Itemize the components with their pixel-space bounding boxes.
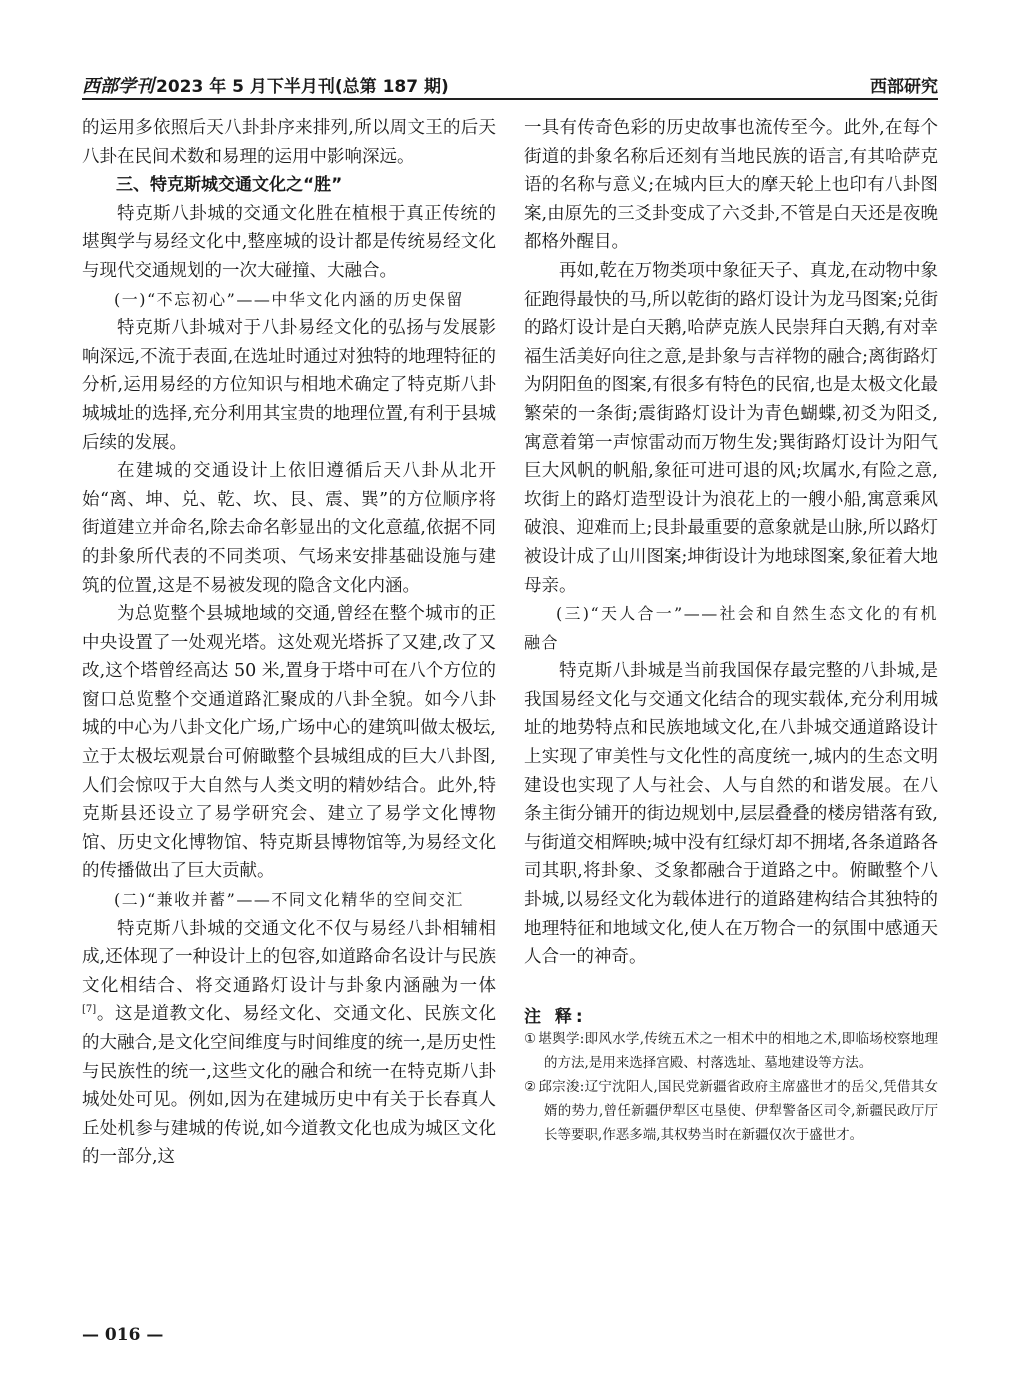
journal-logo: 西部学刊 (82, 76, 154, 97)
right-column (524, 114, 938, 1147)
issue-label: 2023 年 5 月下半月刊(总第 187 期) (156, 77, 449, 97)
paragraph: 在建城的交通设计上依旧遵循后天八卦从北开始“离、坤、兑、乾、坎、艮、震、巽”的方位顺序将街道建立并命名,除去命名彰显出的文化意蕴,依据不同的卦象所代表的不同类项、气场来安排基础设施与建筑的位置,这是不易被发现的隐含文化内涵。 (82, 461, 496, 596)
paragraph: 一具有传奇色彩的历史故事也流传至今。此外,在每个街道的卦象名称后还刻有当地民族的语言,有其哈萨克语的名称与意义;在城内巨大的摩天轮上也印有八卦图案,由原先的三爻卦变成了六爻卦,不管是白天还是夜晚都格外醒目。 (524, 118, 938, 253)
paragraph: 的运用多依照后天八卦卦序来排列,所以周文王的后天八卦在民间术数和易理的运用中影响深远。 (82, 118, 496, 167)
subsection-heading: (三)“天人合一”——社会和自然生态文化的有机融合 (524, 604, 938, 652)
paragraph: 特克斯八卦城是当前我国保存最完整的八卦城,是我国易经文化与交通文化结合的现实载体,充分利用城址的地势特点和民族地域文化,在八卦城交通道路设计上实现了审美性与文化性的高度统一,城内的生态文明建设也实现了人与社会、人与自然的和谐发展。在八条主街分铺开的街边规划中,层层叠叠的楼房错落有致,与街道交相辉映;城中没有红绿灯却不拥堵,各条道路各司其职,将卦象、爻象都融合于道路之中。俯瞰整个八卦城,以易经文化为载体进行的道路建构结合其独特的地理特征和地域文化,使人在万物合一的氛围中感通天人合一的神奇。 (524, 661, 938, 968)
journal-issue-line (82, 72, 449, 98)
paragraph: 为总览整个县城地域的交通,曾经在整个城市的正中央设置了一处观光塔。这处观光塔拆了又建,改了又改,这个塔曾经高达 50 米,置身于塔中可在八个方位的窗口总览整个交通道路汇聚成的八卦全貌。如今八卦城的中心为八卦文化广场,广场中心的建筑叫做太极坛,立于太极坛观景台可俯瞰整个县城组成的巨大八卦图,人们会惊叹于大自然与人类文明的精妙结合。此外,特克斯县还设立了易学研究会、建立了易学文化博物馆、历史文化博物馆、特克斯县博物馆等,为易经文化的传播做出了巨大贡献。 (82, 604, 496, 882)
footnote-text: 堪舆学:即风水学,传统五术之一相术中的相地之术,即临场校察地理的方法,是用来选择宫殿、村落选址、墓地建设等方法。 (538, 1030, 938, 1071)
paragraph: 特克斯八卦城的交通文化胜在植根于真正传统的堪舆学与易经文化中,整座城的设计都是传统易经文化与现代交通规划的一次大碰撞、大融合。 (82, 203, 496, 281)
footnote (524, 1075, 938, 1147)
paragraph (82, 915, 496, 1172)
subsection-heading: (二)“兼收并蓄”——不同文化精华的空间交汇 (114, 890, 464, 910)
page-number: — 016 — (82, 1325, 164, 1345)
section-label: 西部研究 (870, 77, 938, 97)
paragraph: 再如,乾在万物类项中象征天子、真龙,在动物中象征跑得最快的马,所以乾街的路灯设计为龙马图案;兑街的路灯设计是白天鹅,哈萨克族人民崇拜白天鹅,有对幸福生活美好向往之意,是卦象与吉祥物的融合;离街路灯为阴阳鱼的图案,有很多有特色的民宿,也是太极文化最繁荣的一条街;震街路灯设计为青色蝴蝶,初爻为阳爻,寓意着第一声惊雷动而万物生发;巽街路灯设计为阳气巨大风帆的帆船,象征可进可退的风;坎属水,有险之意,坎街上的路灯造型设计为浪花上的一艘小船,寓意乘风破浪、迎难而上;艮卦最重要的意象就是山脉,所以路灯被设计成了山川图案;坤街设计为地球图案,象征着大地母亲。 (524, 260, 938, 596)
section-heading: 三、特克斯城交通文化之“胜” (116, 175, 343, 196)
page-header (82, 70, 938, 98)
footnote-number: ② (524, 1078, 537, 1095)
footnote-number: ① (524, 1030, 537, 1047)
left-column (82, 114, 496, 1172)
paragraph-text: 。这是道教文化、易经文化、交通文化、民族文化的大融合,是文化空间维度与时间维度的统一,是历史性与民族性的统一,这些文化的融合和统一在特克斯八卦城处处可见。例如,因为在建城历史中有关于长春真人丘处机参与建城的传说,如今道教文化也成为城区文化的一部分,这 (82, 1004, 496, 1168)
subsection-heading: (一)“不忘初心”——中华文化内涵的历史保留 (114, 289, 464, 309)
paragraph-text: 特克斯八卦城的交通文化不仅与易经八卦相辅相成,还体现了一种设计上的包容,如道路命名设计与民族文化相结合、将交通路灯设计与卦象内涵融为一体 (82, 918, 496, 996)
header-rule (82, 98, 938, 100)
paragraph: 特克斯八卦城对于八卦易经文化的弘扬与发展影响深远,不流于表面,在选址时通过对独特的地理特征的分析,运用易经的方位知识与相地术确定了特克斯八卦城城址的选择,充分利用其宝贵的地理位置,有利于县城后续的发展。 (82, 318, 496, 453)
footnote (524, 1027, 938, 1075)
notes-heading: 注 释: (524, 1006, 587, 1027)
citation-ref[interactable]: [7] (82, 1004, 97, 1016)
footnote-text: 邱宗浚:辽宁沈阳人,国民党新疆省政府主席盛世才的岳父,凭借其女婿的势力,曾任新疆伊犁区屯垦使、伊犁警备区司令,新疆民政厅厅长等要职,作恶多端,其权势当时在新疆仅次于盛世才。 (538, 1078, 938, 1143)
